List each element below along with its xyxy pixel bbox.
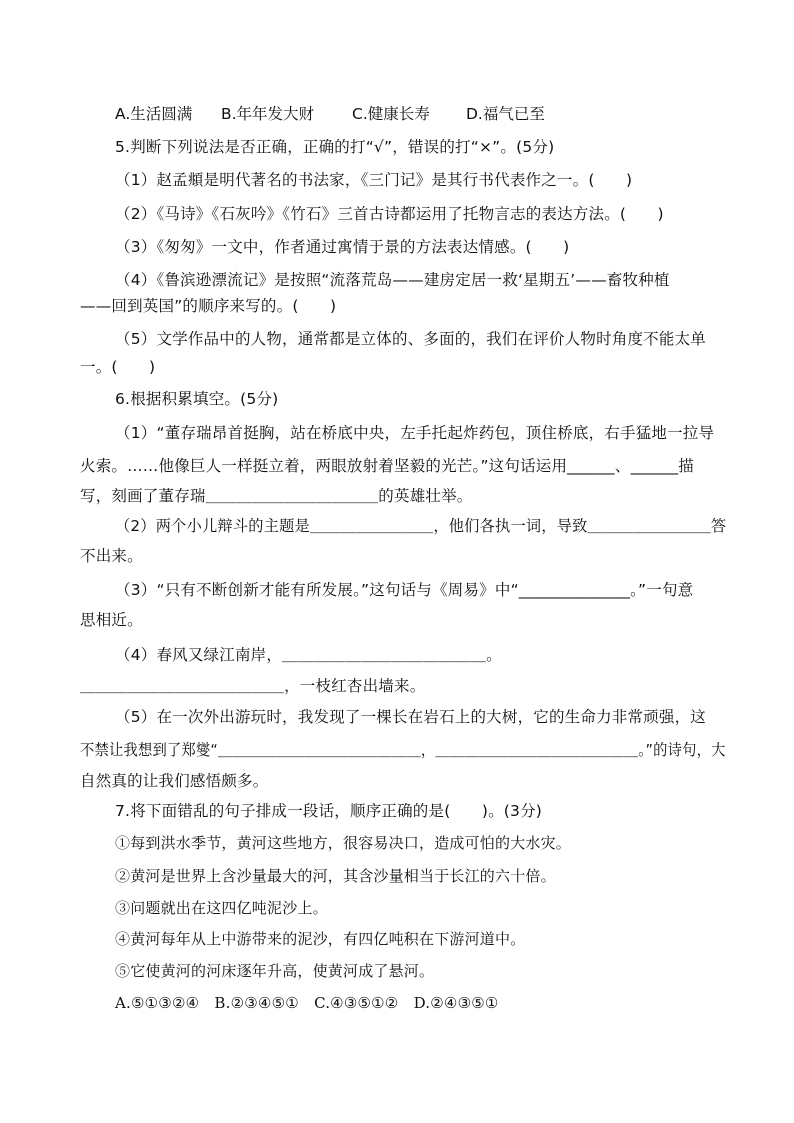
q6-line: （2）两个小儿辩斗的主题是＿＿＿＿＿＿＿＿，他们各执一词，导致＿＿＿＿＿＿＿＿答 <box>115 517 727 535</box>
q6-line: 思相近。 <box>80 611 143 629</box>
q5-item: （5）文学作品中的人物，通常都是立体的、多面的，我们在评价人物时角度不能太单 <box>115 330 706 348</box>
q6-line: （1）“董存瑞昂首挺胸，站在桥底中央，左手托起炸药包，顶住桥底，右手猛地一拉导 <box>115 424 715 442</box>
q6-line: ＿＿＿＿＿＿＿＿＿＿＿＿＿，一枝红杏出墙来。 <box>80 677 426 695</box>
q5-item: （1）赵孟頫是明代著名的书法家，《三门记》是其行书代表作之一。( ) <box>115 171 633 189</box>
q5-item: 一。( ) <box>80 358 156 376</box>
q5-item: （4）《鲁滨逊漂流记》是按照“流落荒岛——建房定居一救‘星期五’——畜牧种植 <box>115 271 670 289</box>
q5-item: （3）《匆匆》一文中，作者通过寓情于景的方法表达情感。( ) <box>115 238 570 256</box>
q5-title: 5.判断下列说法是否正确，正确的打“√”，错误的打“×”。(5分) <box>115 138 555 156</box>
q6-line: 自然真的让我们感悟颇多。 <box>80 772 269 790</box>
q5-item: ——回到英国”的顺序来写的。( ) <box>80 297 337 315</box>
q7-sentence: ②黄河是世界上含沙量最大的河，其含沙量相当于长江的六十倍。 <box>115 867 556 885</box>
q4-option-c: C.健康长寿 <box>352 105 430 123</box>
q6-title: 6.根据积累填空。(5分) <box>115 390 279 408</box>
q7-sentence: ③问题就出在这四亿吨泥沙上。 <box>115 899 328 917</box>
q4-option-d: D.福气已至 <box>466 105 545 123</box>
q6-line: 不出来。 <box>80 547 143 565</box>
q5-item: （2）《马诗》《石灰吟》《竹石》三首古诗都运用了托物言志的表达方法。( ) <box>115 205 664 223</box>
q6-line: （5）在一次外出游玩时，我发现了一棵长在岩石上的大树，它的生命力非常顽强，这 <box>115 708 706 726</box>
q7-sentence: ④黄河每年从上中游带来的泥沙，有四亿吨积在下游河道中。 <box>115 930 526 948</box>
q7-options: A.⑤①③②④ B.②③④⑤① C.④③⑤①② D.②④③⑤① <box>115 994 499 1012</box>
q7-title: 7.将下面错乱的句子排成一段话，顺序正确的是( )。(3分) <box>115 802 543 820</box>
q4-option-b: B.年年发大财 <box>221 105 315 123</box>
q7-sentence: ①每到洪水季节，黄河这些地方，很容易决口，造成可怕的大水灾。 <box>115 834 572 852</box>
q6-line: 火索。……他像巨人一样挺立着，两眼放射着坚毅的光芒。”这句话运用______、______描 <box>80 457 694 475</box>
q4-option-a: A.生活圆满 <box>115 105 193 123</box>
q6-line: （3）“只有不断创新才能有所发展。”这句话与《周易》中“______________。”一句意 <box>115 581 694 599</box>
q6-line: （4）春风又绿江南岸，＿＿＿＿＿＿＿＿＿＿＿＿＿。 <box>115 646 502 664</box>
q7-sentence: ⑤它使黄河的河床逐年升高，使黄河成了悬河。 <box>115 962 435 980</box>
q6-line: 不禁让我想到了郑燮“＿＿＿＿＿＿＿＿＿＿＿＿＿＿，＿＿＿＿＿＿＿＿＿＿＿＿＿＿。”的诗句，大 <box>80 741 726 759</box>
q6-line: 写，刻画了董存瑞＿＿＿＿＿＿＿＿＿＿＿的英雄壮举。 <box>80 487 473 505</box>
